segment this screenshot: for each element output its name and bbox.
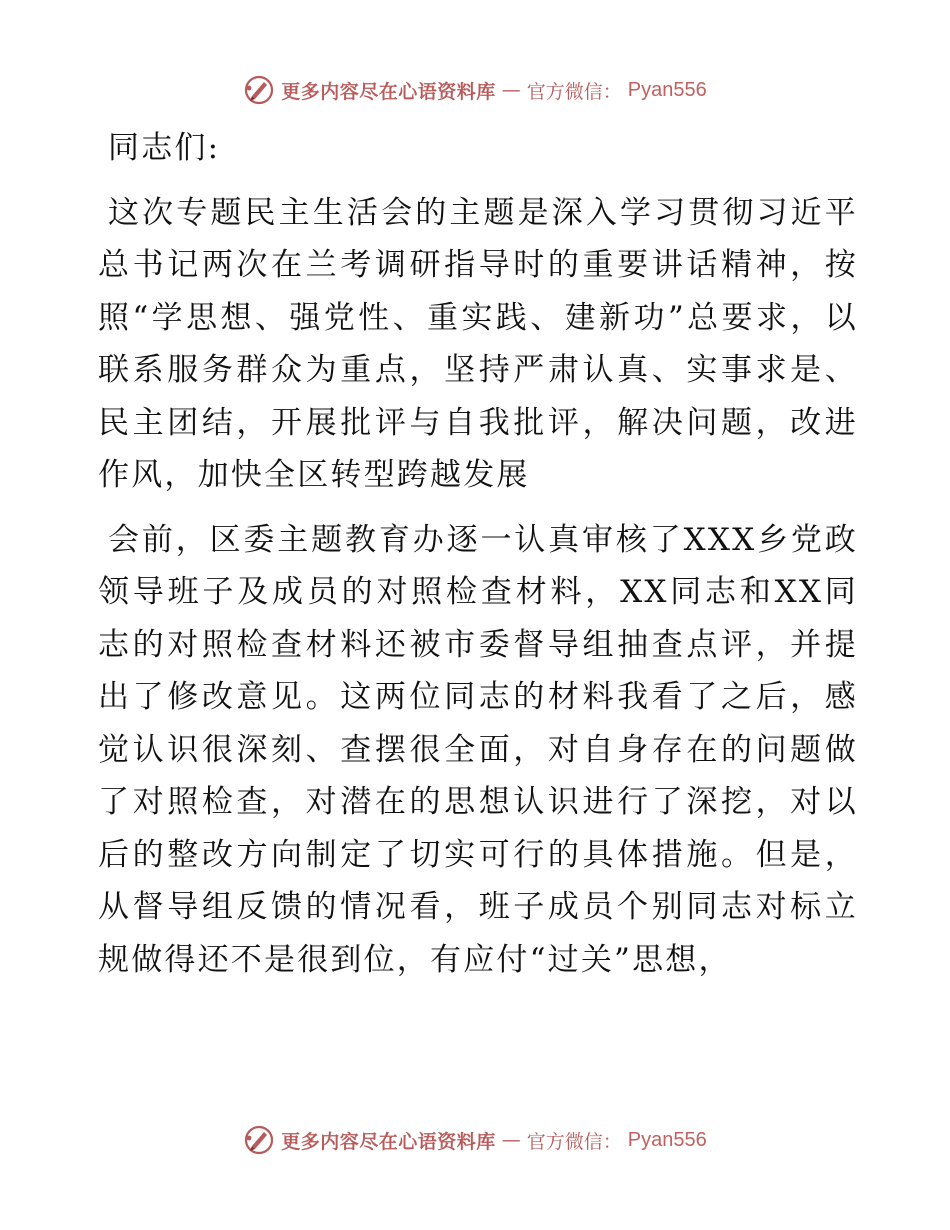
footer-banner-inner xyxy=(243,1124,707,1156)
footer-wechat-id: Pyan556 xyxy=(627,1128,707,1151)
header-wechat-id: Pyan556 xyxy=(627,78,707,101)
header-official-label: 官方微信： xyxy=(526,80,622,103)
footer-official-label: 官方微信： xyxy=(526,1130,622,1153)
header-site-text: 更多内容尽在心语资料库 xyxy=(281,80,496,103)
footer-site-text: 更多内容尽在心语资料库 xyxy=(281,1130,496,1153)
header-banner-inner xyxy=(243,74,707,106)
paragraph-1: 这次专题民主生活会的主题是深入学习贯彻习近平总书记两次在兰考调研指导时的重要讲话精神，按照“学思想、强党性、重实践、建新功”总要求，以联系服务群众为重点，坚持严肃认真、实事求是、民主团结，开展批评与自我批评，解决问题，改进作风，加快全区转型跨越发展 xyxy=(98,194,858,493)
document-body xyxy=(98,122,858,998)
pen-logo-icon xyxy=(243,1124,275,1156)
footer-separator: — xyxy=(501,1129,521,1151)
footer-banner xyxy=(0,1120,950,1160)
header-banner xyxy=(0,70,950,110)
paragraph-2: 会前，区委主题教育办逐一认真审核了XXX乡党政领导班子及成员的对照检查材料，XX同志和XX同志的对照检查材料还被市委督导组抽查点评，并提出了修改意见。这两位同志的材料我看了之后，感觉认识很深刻、查摆很全面，对自身存在的问题做了对照检查，对潜在的思想认识进行了深挖，对以后的整改方向制定了切实可行的具体措施。但是，从督导组反馈的情况看，班子成员个别同志对标立规做得还不是很到位，有应付“过关”思想， xyxy=(98,521,858,978)
header-separator: — xyxy=(501,79,521,101)
salutation: 同志们: xyxy=(108,130,221,166)
pen-logo-icon xyxy=(243,74,275,106)
